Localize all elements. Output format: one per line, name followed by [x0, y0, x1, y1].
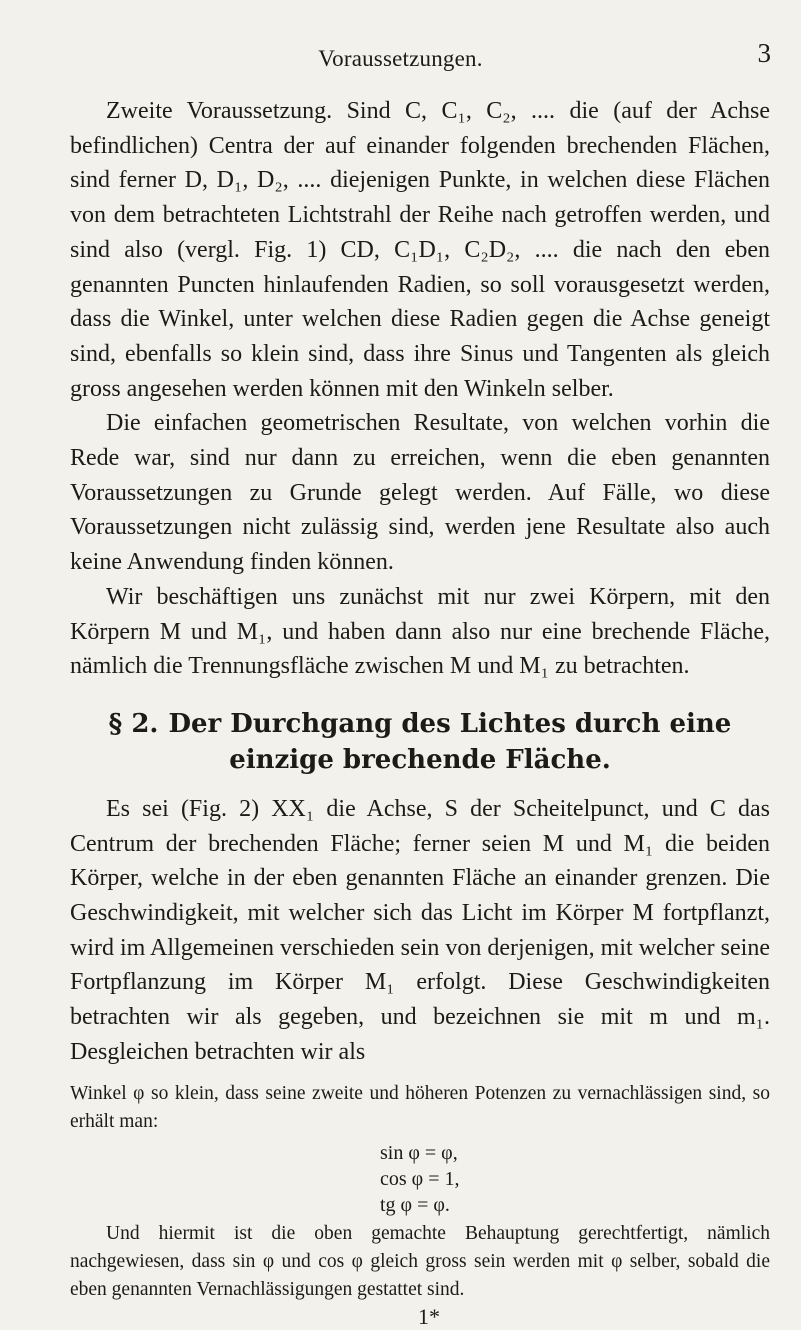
section-title: Der Durchgang des Lichtes durch eine einzige brechende Fläche.: [168, 708, 732, 775]
section-heading: [70, 706, 770, 778]
signature-mark: 1*: [418, 1303, 440, 1329]
body-text: [70, 94, 770, 1330]
running-title: Voraussetzungen.: [318, 46, 483, 71]
page-number: 3: [757, 38, 771, 68]
paragraph-zwei-koerper: Wir beschäftigen uns zunächst mit nur zwei Körpern, mit den Körpern M und M₁, und haben dann also nur eine brechende Fläche, nämlich die Trennungsfläche zwischen M und M₁ zu betrachten.: [70, 583, 770, 680]
formula-sin: sin φ = φ,: [380, 1141, 458, 1164]
footnote-conclusion: Und hiermit ist die oben gemachte Behauptung gerechtfertigt, nämlich nachgewiesen, dass sin φ und cos φ gleich gross sein werden mit φ selber, sobald die eben genannten Vernachlässigungen gestattet sind.: [70, 1222, 770, 1300]
page-header: [0, 38, 801, 82]
footnote-intro: Winkel φ so klein, dass seine zweite und höheren Potenzen zu vernachlässigen sind, so erhält man:: [70, 1082, 770, 1132]
formula-cos: cos φ = 1,: [380, 1167, 460, 1190]
paragraph-section-2: Es sei (Fig. 2) XX₁ die Achse, S der Scheitelpunct, und C das Centrum der brechenden Fläche; ferner seien M und M₁ die beiden Körper, welche in der eben genannten Fläche an einander grenzen. Die Geschwindigkeit, mit welcher sich das Licht im Körper M fortpflanzt, wird im Allgemeinen verschieden sein von derjenigen, mit welcher seine Fortpflanzung im Körper M₁ erfolgt. Diese Geschwindigkeiten betrachten wir als gegeben, und bezeichnen sie mit m und m₁. Desgleichen betrachten wir als: [70, 795, 770, 1065]
paragraph-zweite-voraussetzung: Zweite Voraussetzung. Sind C, C₁, C₂, .... die (auf der Achse befindlichen) Centra der auf einander folgenden brechenden Flächen, sind ferner D, D₁, D₂, .... diejenigen Punkte, in welchen diese Flächen von dem betrachteten Lichtstrahl der Reihe nach getroffen werden, und sind also (vergl. Fig. 1) CD, C₁D₁, C₂D₂, .... die nach den eben genannten Puncten hinlaufenden Radien, so soll vorausgesetzt werden, dass die Winkel, unter welchen diese Radien gegen die Achse geneigt sind, ebenfalls so klein sind, dass ihre Sinus und Tangenten als gleich gross angesehen werden können mit den Winkeln selber.: [70, 98, 770, 402]
section-number: § 2.: [108, 708, 159, 739]
formula-block: [70, 1140, 770, 1218]
paragraph-einfache-resultate: Die einfachen geometrischen Resultate, von welchen vorhin die Rede war, sind nur dann zu erreichen, wenn die eben genannten Voraussetzungen zu Grunde gelegt werden. Auf Fälle, wo diese Voraussetzungen nicht zulässig sind, werden jene Resultate also auch keine Anwendung finden können.: [70, 410, 770, 576]
footnote: [70, 1080, 770, 1304]
formula-tg: tg φ = φ.: [380, 1193, 450, 1216]
